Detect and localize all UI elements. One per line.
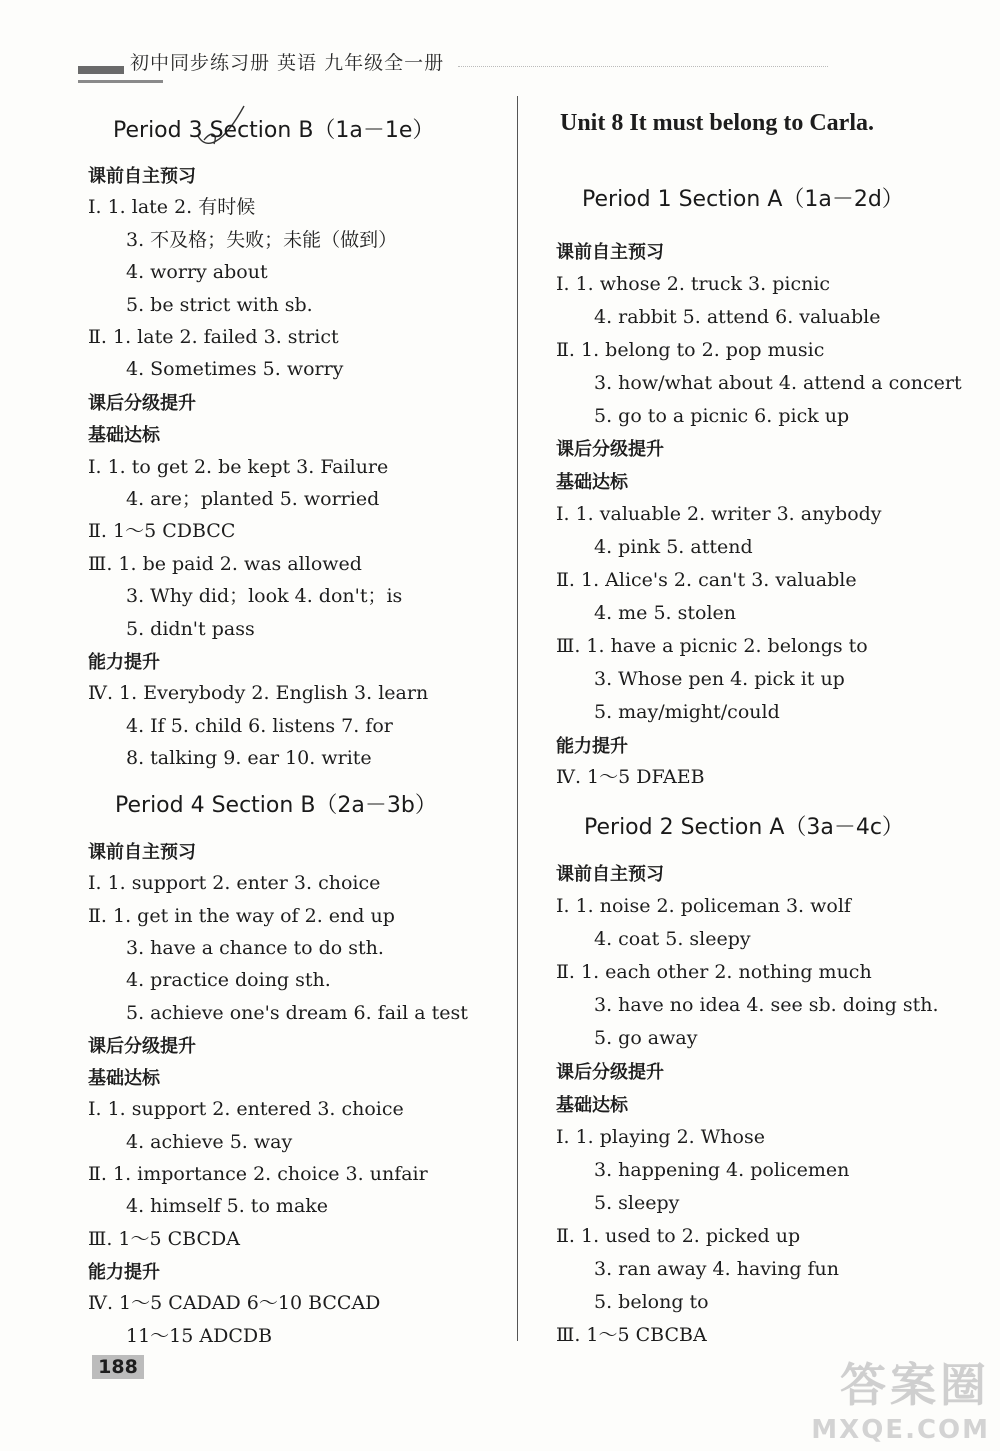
header-dotted-rule	[458, 66, 828, 67]
section-heading: 课后分级提升	[556, 1062, 664, 1083]
answer-line: Ⅳ. 1～5 DFAEB	[556, 766, 705, 789]
answer-line-indent: 5. achieve one's dream 6. fail a test	[126, 1001, 468, 1024]
answer-line-indent: 3. ran away 4. having fun	[594, 1258, 840, 1280]
section-heading: 课后分级提升	[556, 439, 664, 461]
header-bar-decoration	[78, 66, 124, 74]
answer-line-indent: 4. coat 5. sleepy	[594, 928, 751, 950]
answer-line: Ⅲ. 1. have a picnic 2. belongs to	[556, 634, 868, 657]
answer-line: Ⅰ. 1. noise 2. policeman 3. wolf	[556, 895, 851, 917]
answer-line: Ⅰ. 1. to get 2. be kept 3. Failure	[88, 455, 389, 478]
answer-line-indent: 4. If 5. child 6. listens 7. for	[126, 714, 393, 737]
section-heading: 基础达标	[88, 425, 160, 447]
answer-line-indent: 5. may/might/could	[594, 700, 780, 723]
book-title: 初中同步练习册 英语 九年级全一册	[130, 52, 445, 74]
answer-line-indent: 4. rabbit 5. attend 6. valuable	[594, 305, 881, 328]
answer-line-indent: 4. achieve 5. way	[126, 1130, 293, 1153]
answer-line-indent: 5. go to a picnic 6. pick up	[594, 404, 850, 427]
column-divider	[517, 96, 518, 1341]
answer-line: Ⅱ. 1. get in the way of 2. end up	[88, 904, 395, 927]
answer-line-indent: 4. me 5. stolen	[594, 601, 737, 624]
answer-line-indent: 3. how/what about 4. attend a concert	[594, 371, 962, 394]
answer-line-indent: 8. talking 9. ear 10. write	[126, 747, 372, 770]
answer-line-indent: 4. pink 5. attend	[594, 536, 753, 559]
watermark-logo	[811, 1349, 990, 1445]
answer-line-indent: 5. belong to	[594, 1291, 709, 1313]
section-heading: 课前自主预习	[88, 842, 196, 863]
answer-line: Ⅱ. 1. importance 2. choice 3. unfair	[88, 1163, 428, 1185]
answer-line: Ⅱ. 1. Alice's 2. can't 3. valuable	[556, 569, 857, 591]
answer-line: Ⅲ. 1～5 CBCBA	[556, 1324, 707, 1346]
period-3-title: Period 3 Section B（1a－1e）	[113, 118, 435, 143]
answer-line: Ⅳ. 1～5 CADAD 6～10 BCCAD	[88, 1292, 381, 1315]
answer-line: Ⅱ. 1. each other 2. nothing much	[556, 961, 872, 983]
answer-line-indent: 3. Why did；look 4. don't；is	[126, 585, 403, 608]
period-2-title: Period 2 Section A（3a－4c）	[584, 815, 904, 840]
answer-line-indent: 3. have a chance to do sth.	[126, 936, 384, 959]
answer-line: Ⅰ. 1. playing 2. Whose	[556, 1126, 765, 1148]
answer-line-indent: 5. be strict with sb.	[126, 293, 313, 316]
answer-line: Ⅱ. 1. used to 2. picked up	[556, 1225, 801, 1247]
answer-line-indent: 3. 不及格；失败；未能（做到）	[126, 228, 398, 251]
period-1-title: Period 1 Section A（1a－2d）	[582, 187, 904, 212]
header-underline-decoration	[78, 80, 163, 83]
section-heading: 课前自主预习	[556, 242, 664, 263]
answer-line: Ⅳ. 1. Everybody 2. English 3. learn	[88, 682, 429, 705]
section-heading: 能力提升	[88, 1261, 160, 1283]
answer-line: Ⅱ. 1. belong to 2. pop music	[556, 338, 825, 361]
page-number: 188	[92, 1355, 144, 1379]
answer-line-indent: 4. himself 5. to make	[126, 1195, 329, 1218]
answer-line: Ⅰ. 1. support 2. enter 3. choice	[88, 872, 381, 895]
answer-line-indent: 4. worry about	[126, 261, 268, 284]
answer-line: Ⅱ. 1～5 CDBCC	[88, 520, 236, 543]
answer-line: Ⅰ. 1. whose 2. truck 3. picnic	[556, 272, 831, 295]
section-heading: 课后分级提升	[88, 392, 196, 414]
period-4-title: Period 4 Section B（2a－3b）	[115, 793, 437, 818]
answer-line-indent: 4. Sometimes 5. worry	[126, 358, 344, 381]
answer-line-indent: 5. go away	[594, 1027, 698, 1049]
answer-line: Ⅰ. 1. support 2. entered 3. choice	[88, 1098, 404, 1121]
section-heading: 课前自主预习	[556, 864, 664, 885]
page-header	[78, 44, 558, 88]
answer-line: Ⅰ. 1. late 2. 有时候	[88, 196, 256, 219]
section-heading: 基础达标	[556, 1095, 628, 1116]
unit-title: Unit 8 It must belong to Carla.	[560, 110, 875, 136]
section-heading: 能力提升	[88, 652, 160, 673]
answer-line: Ⅲ. 1. be paid 2. was allowed	[88, 552, 362, 575]
section-heading: 能力提升	[556, 735, 628, 757]
answer-line: Ⅱ. 1. late 2. failed 3. strict	[88, 326, 339, 348]
section-heading: 基础达标	[556, 472, 628, 494]
watermark-line-1: 答案圈	[840, 1358, 990, 1412]
answer-line-indent: 5. sleepy	[594, 1192, 680, 1214]
answer-line-indent: 5. didn't pass	[126, 617, 255, 640]
answer-line-indent: 3. Whose pen 4. pick it up	[594, 667, 845, 690]
answer-line: Ⅰ. 1. valuable 2. writer 3. anybody	[556, 503, 882, 526]
section-heading: 课前自主预习	[88, 166, 196, 187]
answer-line-indent: 3. have no idea 4. see sb. doing sth.	[594, 994, 939, 1016]
answer-line-indent: 3. happening 4. policemen	[594, 1159, 850, 1181]
answer-line-indent: 4. are；planted 5. worried	[126, 488, 380, 510]
watermark-line-2: MXQE.COM	[811, 1415, 990, 1445]
answer-line: Ⅲ. 1～5 CBCDA	[88, 1227, 240, 1250]
answer-line-indent: 4. practice doing sth.	[126, 969, 331, 992]
section-heading: 基础达标	[88, 1068, 160, 1090]
section-heading: 课后分级提升	[88, 1035, 196, 1057]
answer-line-indent: 11～15 ADCDB	[126, 1324, 273, 1347]
